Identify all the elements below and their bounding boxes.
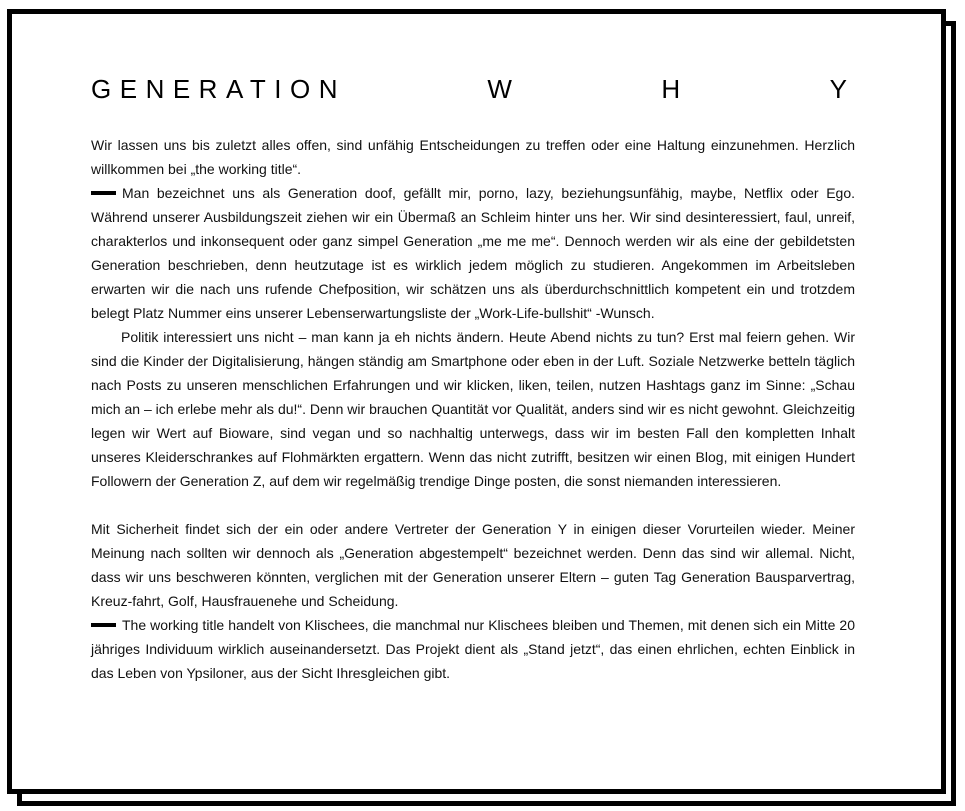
article-body	[91, 133, 855, 685]
paragraph-project	[91, 613, 855, 685]
title-letter-y: Y	[829, 73, 855, 104]
page-title	[91, 73, 855, 105]
title-letter-h: H	[661, 73, 689, 104]
paragraph-spacer	[91, 493, 855, 517]
paragraph-project-text: The working title handelt von Klischees, die manchmal nur Klischees bleiben und Themen, mit denen sich ein Mitte 20 jähriges Individuum wirklich auseinandersetzt. Das Projekt dient als „Stand jetzt“, das einen ehrlichen, echten Einblick in das Leben von Ypsiloner, aus der Sicht Ihresgleichen gibt.	[91, 617, 855, 681]
title-word-generation: GENERATION	[91, 73, 346, 104]
title-letter-w: W	[487, 73, 520, 104]
paragraph-conclusion: Mit Sicherheit findet sich der ein oder andere Vertreter der Generation Y in einigen dieser Vorurteilen wieder. Meiner Meinung nach sollten wir dennoch als „Generation abgestempelt“ bezeichnet werden. Denn das sind wir allemal. Nicht, dass wir uns beschweren könnten, verglichen mit der Generation unserer Eltern – guten Tag Generation Bausparvertrag, Kreuz-fahrt, Golf, Hausfrauenehe und Scheidung.	[91, 521, 855, 609]
dash-marker	[91, 623, 116, 627]
paragraph-intro: Wir lassen uns bis zuletzt alles offen, sind unfähig Entscheidungen zu treffen oder eine Haltung einzunehmen. Herzlich willkommen bei „the working title“.	[91, 137, 855, 177]
paragraph-prejudices	[91, 181, 855, 325]
paragraph-prejudices-text: Man bezeichnet uns als Generation doof, gefällt mir, porno, lazy, beziehungsunfähig, maybe, Netflix oder Ego. Während unserer Ausbildungszeit ziehen wir ein Übermaß an Schleim hinter uns her. Wir sind desinteressiert, faul, unreif, charakterlos und inkonsequent oder ganz simpel Generation „me me me“. Dennoch werden wir als eine der gebildetsten Generation beschrieben, denn heutzutage ist es wirklich jedem möglich zu studieren. Angekommen im Arbeitsleben erwarten wir die nach uns rufende Chefposition, wir schätzen uns als überdurchschnittlich kompetent ein und trotzdem belegt Platz Nummer eins unserer Lebenserwartungsliste der „Work-Life-bullshit“ -Wunsch.	[91, 185, 855, 321]
document-content	[91, 73, 855, 685]
paragraph-politics: Politik interessiert uns nicht – man kann ja eh nichts ändern. Heute Abend nichts zu tun? Erst mal feiern gehen. Wir sind die Kinder der Digitalisierung, hängen ständig am Smartphone oder eben in der Luft. Soziale Netzwerke betteln täglich nach Posts zu unseren menschlichen Erfahrungen und wir klicken, liken, teilen, nutzen Hashtags ganz im Sinne: „Schau mich an – ich erlebe mehr als du!“. Denn wir brauchen Quantität vor Qualität, anders sind wir es nicht gewohnt. Gleichzeitig legen wir Wert auf Bioware, sind vegan und so nachhaltig unterwegs, dass wir im besten Fall den kompletten Inhalt unseres Kleiderschrankes auf Flohmärkten ergattern. Wenn das nicht zutrifft, besitzen wir einen Blog, mit einigen Hundert Followern der Generation Z, auf dem wir regelmäßig trendige Dinge posten, die sonst niemanden interessieren.	[91, 329, 855, 489]
dash-marker	[91, 191, 116, 195]
